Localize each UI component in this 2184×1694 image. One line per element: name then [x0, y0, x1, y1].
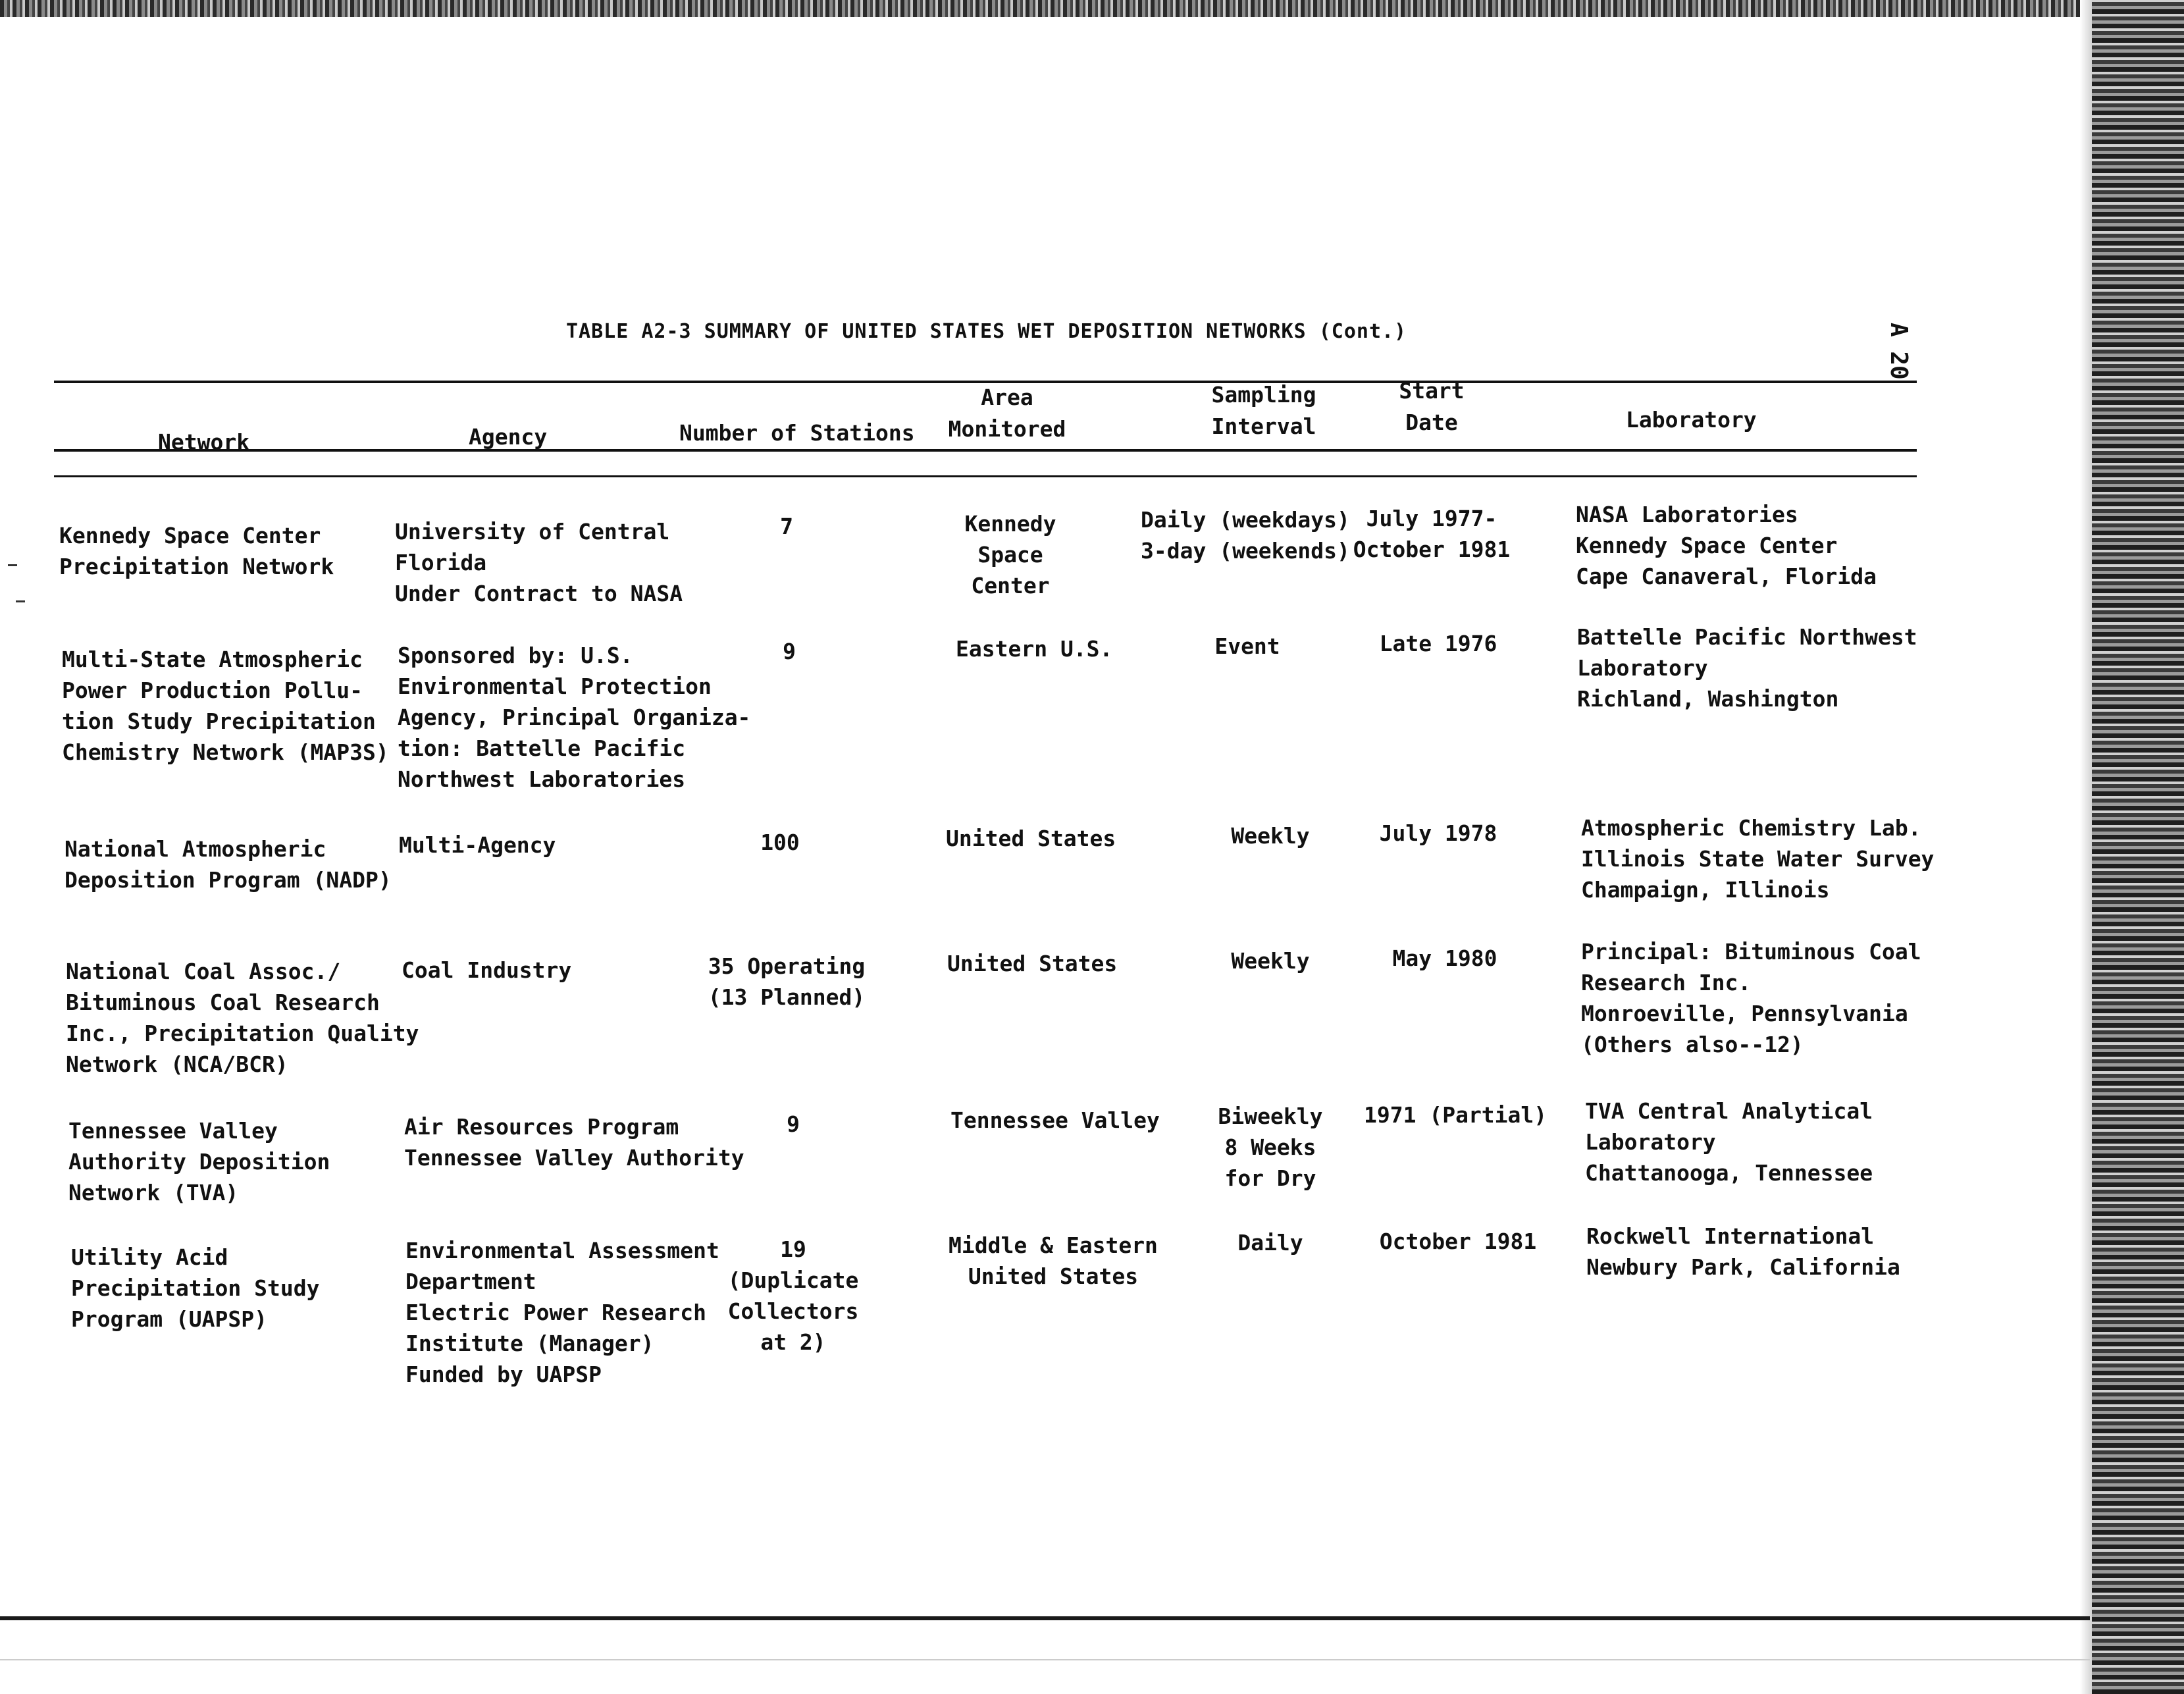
cell-line: Illinois State Water Survey — [1581, 846, 1935, 872]
margin-mark — [8, 564, 17, 566]
cell-interval — [1205, 820, 1336, 851]
cell-line: tion: Battelle Pacific — [398, 735, 686, 761]
cell-laboratory — [1577, 622, 1917, 714]
header-start-line: Date — [1405, 410, 1458, 435]
cell-stations — [717, 827, 843, 858]
cell-area — [946, 823, 1116, 854]
table-title: TABLE A2-3 SUMMARY OF UNITED STATES WET DEPOSITION NETWORKS (Cont.) — [566, 320, 1407, 343]
cell-network — [71, 1242, 320, 1335]
cell-line: October 1981 — [1379, 1229, 1537, 1254]
scan-edge-top — [0, 0, 2184, 17]
cell-stations — [724, 511, 849, 542]
header-interval — [1191, 379, 1336, 442]
cell-line: Rockwell International — [1586, 1223, 1875, 1249]
body-top-rule — [54, 475, 1917, 477]
cell-stations — [717, 1234, 869, 1358]
cell-area — [941, 508, 1079, 601]
cell-line: July 1978 — [1379, 820, 1497, 846]
cell-line: Weekly — [1231, 823, 1310, 849]
cell-line: 9 — [787, 1111, 800, 1137]
cell-line: Chattanooga, Tennessee — [1585, 1160, 1873, 1186]
cell-line: Power Production Pollu- — [62, 677, 363, 703]
cell-network — [62, 644, 389, 768]
cell-line: Monroeville, Pennsylvania — [1581, 1001, 1908, 1026]
cell-line: Late 1976 — [1379, 631, 1497, 656]
header-interval-line: Interval — [1211, 413, 1316, 439]
cell-line: Network (NCA/BCR) — [66, 1051, 288, 1077]
cell-line: Richland, Washington — [1577, 686, 1839, 712]
cell-interval — [1205, 945, 1336, 976]
cell-line: Precipitation Study — [71, 1275, 320, 1301]
cell-laboratory — [1581, 812, 1934, 905]
cell-laboratory — [1576, 499, 1877, 592]
cell-line: Precipitation Network — [59, 554, 334, 579]
cell-line: 8 Weeks — [1224, 1134, 1316, 1160]
cell-line: Laboratory — [1577, 655, 1708, 681]
cell-line: Coal Industry — [402, 957, 572, 983]
cell-line: 100 — [760, 830, 800, 855]
cell-line: Department — [405, 1269, 536, 1294]
cell-line: Tennessee Valley — [950, 1107, 1160, 1133]
cell-line: Multi-State Atmospheric — [62, 647, 363, 672]
cell-line: Sponsored by: U.S. — [398, 643, 633, 668]
cell-area — [950, 1105, 1160, 1136]
cell-line: (Others also--12) — [1581, 1032, 1804, 1057]
cell-line: (Duplicate — [727, 1267, 859, 1293]
cell-line: Newbury Park, California — [1586, 1254, 1900, 1280]
cell-line: Battelle Pacific Northwest — [1577, 624, 1917, 650]
cell-line: Bituminous Coal Research — [66, 990, 380, 1015]
cell-line: (13 Planned) — [708, 984, 866, 1010]
cell-line: Under Contract to NASA — [395, 581, 683, 606]
cell-start — [1369, 1226, 1547, 1257]
cell-agency — [395, 516, 683, 609]
cell-line: National Atmospheric — [65, 836, 326, 862]
cell-line: Electric Power Research — [405, 1300, 706, 1325]
header-interval-line: Sampling — [1211, 382, 1316, 408]
cell-line: Kennedy Space Center — [59, 523, 321, 548]
cell-start — [1364, 1099, 1547, 1130]
cell-line: Kennedy — [964, 511, 1056, 537]
cell-line: Utility Acid — [71, 1244, 228, 1270]
cell-line: National Coal Assoc./ — [66, 959, 341, 984]
page-number: A 20 — [1885, 323, 1912, 380]
cell-line: Funded by UAPSP — [405, 1362, 602, 1387]
cell-line: Weekly — [1231, 948, 1310, 974]
cell-area — [956, 633, 1112, 664]
scan-edge-right — [2092, 0, 2184, 1694]
cell-line: Biweekly — [1218, 1103, 1323, 1129]
cell-interval — [1198, 1101, 1343, 1194]
cell-line: United States — [946, 826, 1116, 851]
cell-line: Kennedy Space Center — [1576, 533, 1838, 558]
cell-line: 7 — [780, 514, 793, 539]
cell-line: 19 — [780, 1236, 806, 1262]
cell-line: May 1980 — [1392, 945, 1497, 971]
cell-line: Northwest Laboratories — [398, 766, 686, 792]
page-bottom-edge — [0, 1659, 2090, 1660]
cell-line: Chemistry Network (MAP3S) — [62, 739, 389, 765]
cell-line: July 1977- — [1366, 506, 1497, 531]
margin-mark — [16, 600, 25, 602]
page-edge-shadow — [2080, 0, 2093, 1694]
cell-line: Space — [977, 542, 1043, 568]
header-agency: Agency — [469, 424, 548, 450]
cell-line: Research Inc. — [1581, 970, 1752, 995]
cell-line: tion Study Precipitation — [62, 708, 376, 734]
header-stations: Number of Stations — [679, 420, 915, 446]
cell-interval — [1141, 504, 1350, 566]
cell-line: for Dry — [1224, 1165, 1316, 1191]
cell-line: Inc., Precipitation Quality — [66, 1020, 419, 1046]
header-area-line: Area — [981, 384, 1033, 410]
cell-line: Institute (Manager) — [405, 1331, 654, 1356]
cell-line: TVA Central Analytical — [1585, 1098, 1873, 1124]
cell-agency — [402, 955, 571, 986]
cell-start — [1349, 503, 1514, 565]
header-start — [1382, 375, 1481, 438]
cell-line: 3-day (weekends) — [1141, 538, 1350, 564]
cell-line: Daily (weekdays) — [1141, 507, 1350, 533]
cell-interval — [1205, 1227, 1336, 1258]
cell-area — [941, 1230, 1165, 1292]
cell-line: Atmospheric Chemistry Lab. — [1581, 815, 1921, 841]
cell-laboratory — [1586, 1221, 1900, 1283]
cell-stations — [698, 951, 875, 1013]
cell-line: 1971 (Partial) — [1364, 1102, 1547, 1128]
cell-agency — [399, 830, 556, 860]
cell-line: Daily — [1237, 1230, 1303, 1256]
header-rule — [54, 449, 1917, 452]
cell-start — [1363, 943, 1527, 974]
cell-interval — [1185, 631, 1310, 662]
cell-line: Laboratory — [1585, 1129, 1716, 1155]
cell-stations — [727, 636, 852, 667]
header-laboratory: Laboratory — [1626, 407, 1757, 433]
cell-line: October 1981 — [1353, 537, 1511, 562]
page-bottom-rule — [0, 1616, 2090, 1620]
cell-line: United States — [968, 1263, 1139, 1289]
cell-line: Center — [971, 573, 1050, 598]
cell-line: Collectors — [727, 1298, 859, 1324]
cell-line: Tennessee Valley Authority — [404, 1145, 744, 1171]
cell-network — [65, 834, 392, 895]
header-area-line: Monitored — [948, 416, 1066, 442]
cell-laboratory — [1585, 1096, 1873, 1188]
cell-line: Florida — [395, 550, 487, 575]
cell-line: Environmental Assessment — [405, 1238, 719, 1263]
cell-line: Air Resources Program — [404, 1114, 679, 1140]
cell-line: Authority Deposition — [68, 1149, 330, 1175]
cell-line: Principal: Bituminous Coal — [1581, 939, 1921, 965]
cell-line: Event — [1214, 633, 1280, 659]
header-start-line: Start — [1399, 378, 1465, 404]
cell-network — [68, 1115, 330, 1208]
cell-network — [66, 956, 419, 1080]
cell-line: Champaign, Illinois — [1581, 877, 1830, 903]
cell-line: Cape Canaveral, Florida — [1576, 564, 1877, 589]
cell-line: Middle & Eastern — [949, 1232, 1158, 1258]
cell-network — [59, 520, 334, 582]
cell-line: University of Central — [395, 519, 670, 544]
cell-stations — [731, 1109, 856, 1140]
cell-line: Program (UAPSP) — [71, 1306, 268, 1332]
cell-line: Environmental Protection — [398, 674, 712, 699]
cell-line: 35 Operating — [708, 953, 866, 979]
header-network: Network — [158, 429, 250, 455]
header-area — [941, 382, 1073, 445]
cell-start — [1356, 628, 1521, 659]
cell-line: Deposition Program (NADP) — [65, 867, 392, 893]
cell-line: Multi-Agency — [399, 832, 556, 858]
cell-start — [1356, 818, 1521, 849]
cell-line: Eastern U.S. — [956, 636, 1113, 662]
cell-area — [947, 948, 1117, 979]
cell-line: 9 — [783, 639, 796, 664]
cell-line: NASA Laboratories — [1576, 502, 1798, 527]
cell-agency — [398, 640, 750, 795]
cell-line: United States — [947, 951, 1118, 976]
cell-laboratory — [1581, 936, 1921, 1060]
cell-agency — [405, 1235, 719, 1390]
cell-line: Tennessee Valley — [68, 1118, 278, 1144]
cell-line: Network (TVA) — [68, 1180, 239, 1205]
cell-agency — [404, 1111, 744, 1173]
cell-line: at 2) — [760, 1329, 826, 1355]
cell-line: Agency, Principal Organiza- — [398, 704, 751, 730]
